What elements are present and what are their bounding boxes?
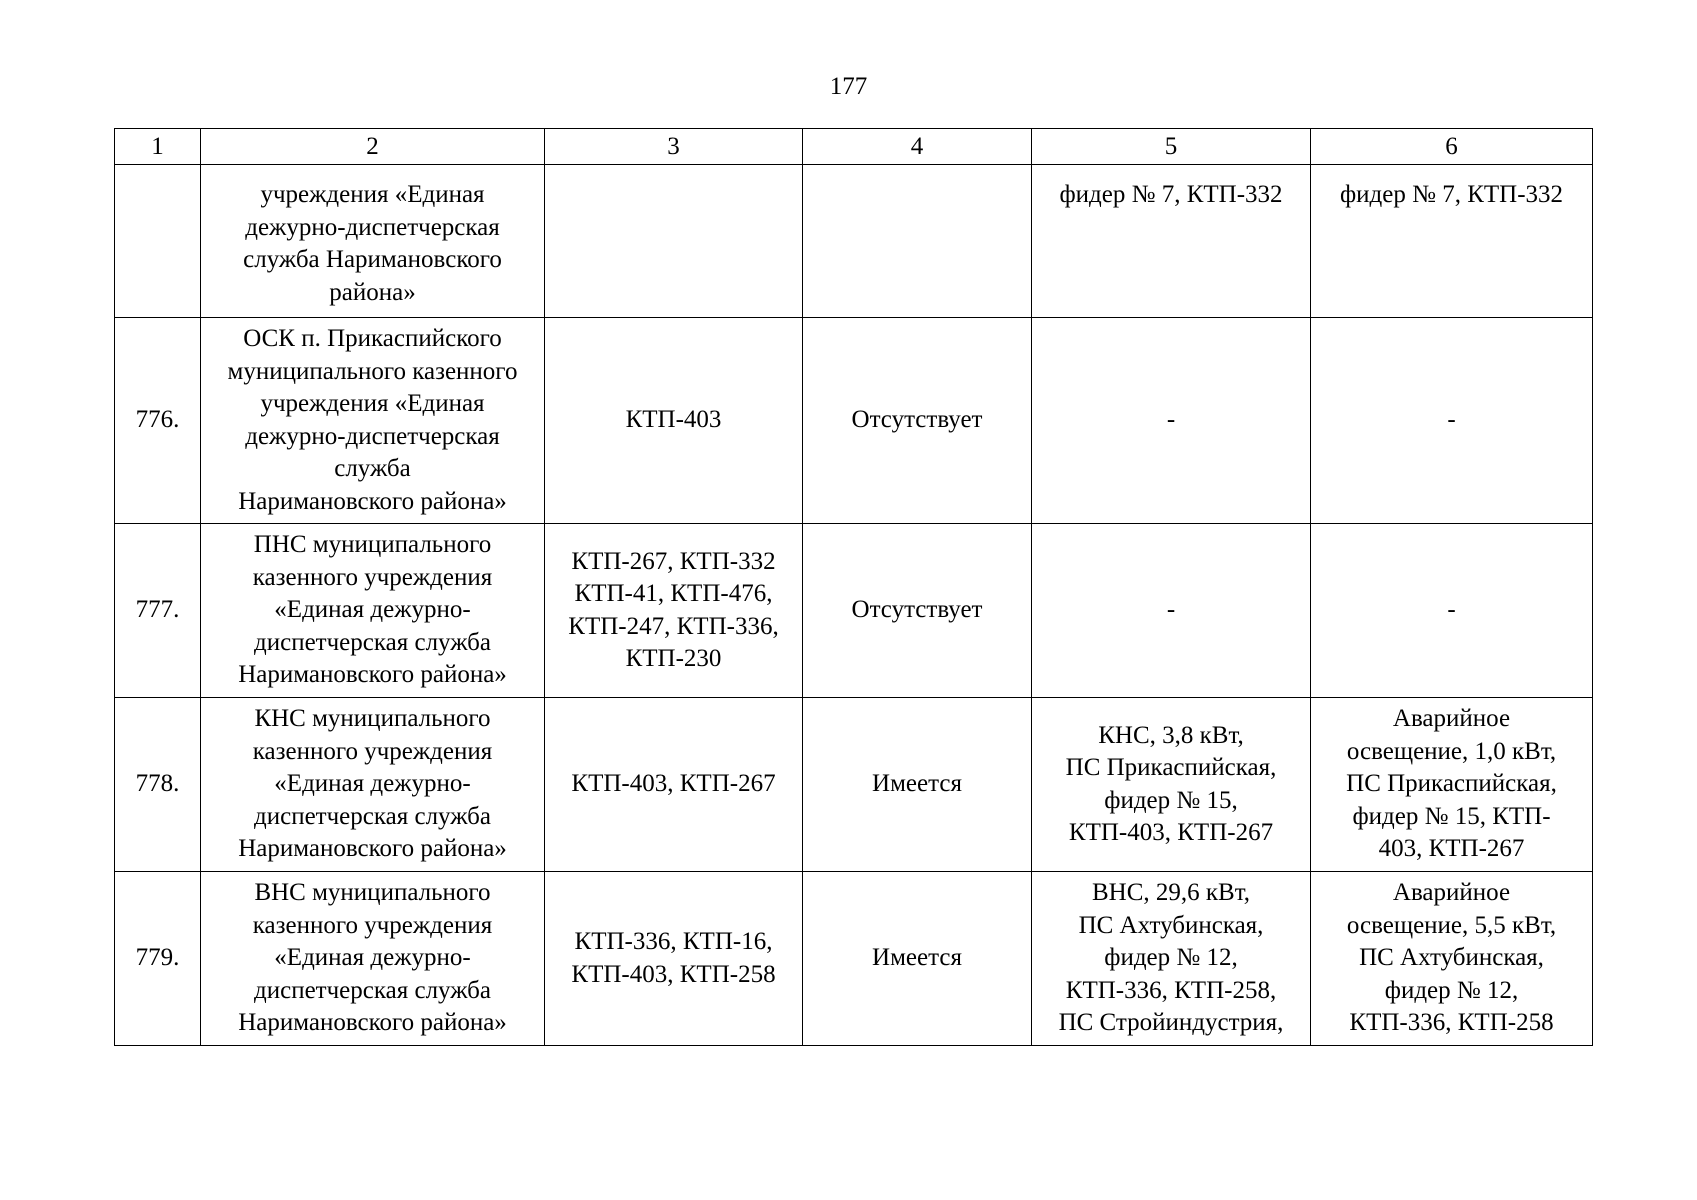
power-source-cell [545,872,803,1046]
emergency-line: освещение, 1,0 кВт, [1346,737,1557,765]
load-line: - [1166,596,1176,624]
row-number-cell [115,165,201,318]
object-line: Наримановского района» [238,835,507,863]
object-line: Наримановского района» [238,661,507,689]
emergency-cell [1311,165,1593,318]
object-line: района» [329,278,416,306]
load-line: фидер № 15, [1104,786,1238,814]
row-number: 777. [135,596,180,624]
power-source-cell [545,524,803,698]
object-line: «Единая дежурно- [274,944,471,972]
power-source-line: КТП-403, КТП-258 [571,960,776,988]
load-line: ПС Прикаспийская, [1065,754,1277,781]
column-header: 3 [545,129,803,165]
object-line: казенного учреждения [252,737,493,765]
power-source-cell [545,318,803,524]
object-line: казенного учреждения [252,911,493,939]
power-source-line: КТП-267, КТП-332 [571,547,776,575]
reserve-status: Отсутствует [851,596,983,624]
load-line: КТП-403, КТП-267 [1068,819,1274,846]
emergency-line: КТП-336, КТП-258 [1349,1009,1554,1037]
object-line: ПНС муниципального [253,531,492,559]
emergency-cell [1311,318,1593,524]
data-table [114,128,1593,1046]
reserve-cell [803,698,1032,872]
object-line: Наримановского района» [238,1009,507,1037]
row-number: 778. [135,770,180,798]
power-source-cell [545,698,803,872]
column-header: 2 [201,129,545,165]
emergency-line: ПС Прикаспийская, [1346,770,1557,798]
load-line: ПС Ахтубинская, [1078,911,1264,939]
table-row [115,318,1593,524]
load-line: фидер № 12, [1104,944,1238,972]
load-line: фидер № 7, КТП-332 [1059,181,1283,208]
emergency-line: фидер № 15, КТП- [1352,802,1551,830]
row-number: 779. [135,944,180,972]
power-source-cell [545,165,803,318]
object-line: казенного учреждения [252,563,493,591]
table-row [115,524,1593,698]
reserve-cell [803,165,1032,318]
load-line: ПС Стройиндустрия, [1058,1009,1284,1037]
object-cell [201,318,545,524]
emergency-line: 403, КТП-267 [1378,835,1525,863]
emergency-line: освещение, 5,5 кВт, [1346,911,1557,939]
emergency-line: фидер № 7, КТП-332 [1339,181,1564,208]
row-number: 776. [135,406,180,434]
object-line: служба Наримановского [243,246,502,273]
load-line: - [1166,406,1176,434]
load-cell [1032,165,1311,318]
load-cell [1032,872,1311,1046]
emergency-line: - [1447,596,1456,624]
table-row [115,872,1593,1046]
emergency-line: - [1447,406,1456,434]
object-line: муниципального казенного [227,357,518,385]
object-line: дежурно-диспетчерская [245,213,500,241]
object-line: КНС муниципального [254,705,491,733]
table-row [115,698,1593,872]
reserve-status: Имеется [872,770,962,798]
load-line: КНС, 3,8 кВт, [1098,721,1244,749]
load-line: ВНС, 29,6 кВт, [1091,879,1251,907]
load-cell [1032,698,1311,872]
emergency-line: ПС Ахтубинская, [1359,944,1544,972]
row-number-cell [115,698,201,872]
row-number-cell [115,524,201,698]
object-line: Наримановского района» [238,487,507,515]
reserve-cell [803,524,1032,698]
power-source-line: КТП-403 [625,406,722,434]
object-line: учреждения «Единая [260,181,485,208]
emergency-line: фидер № 12, [1384,976,1519,1004]
load-cell [1032,524,1311,698]
reserve-cell [803,872,1032,1046]
object-line: «Единая дежурно- [274,770,471,798]
object-cell [201,698,545,872]
row-number-cell [115,872,201,1046]
row-number-cell [115,318,201,524]
emergency-line: Аварийное [1392,879,1511,907]
object-line: «Единая дежурно- [274,596,471,624]
power-source-line: КТП-403, КТП-267 [571,770,776,798]
column-header: 1 [115,129,201,165]
object-line: диспетчерская служба [254,976,491,1004]
page-number: 177 [829,73,868,100]
object-line: диспетчерская служба [254,802,491,830]
emergency-cell [1311,872,1593,1046]
load-line: КТП-336, КТП-258, [1065,976,1277,1004]
object-cell [201,524,545,698]
object-line: служба [334,455,411,482]
object-line: ВНС муниципального [254,879,491,907]
column-header: 5 [1032,129,1311,165]
object-line: учреждения «Единая [260,390,485,417]
emergency-cell [1311,524,1593,698]
object-line: ОСК п. Прикаспийского [243,325,502,352]
reserve-status: Имеется [872,944,962,972]
column-header: 6 [1311,129,1593,165]
reserve-cell [803,318,1032,524]
reserve-status: Отсутствует [851,406,983,434]
object-line: диспетчерская служба [254,628,491,656]
object-cell [201,872,545,1046]
emergency-line: Аварийное [1392,705,1511,733]
emergency-cell [1311,698,1593,872]
object-cell [201,165,545,318]
power-source-line: КТП-41, КТП-476, [574,580,773,607]
power-source-line: КТП-230 [625,645,722,672]
table-row [115,165,1593,318]
load-cell [1032,318,1311,524]
table-header-row [115,129,1593,165]
object-line: дежурно-диспетчерская [245,422,500,450]
power-source-line: КТП-336, КТП-16, [574,928,773,955]
column-header: 4 [803,129,1032,165]
power-source-line: КТП-247, КТП-336, [568,612,779,640]
